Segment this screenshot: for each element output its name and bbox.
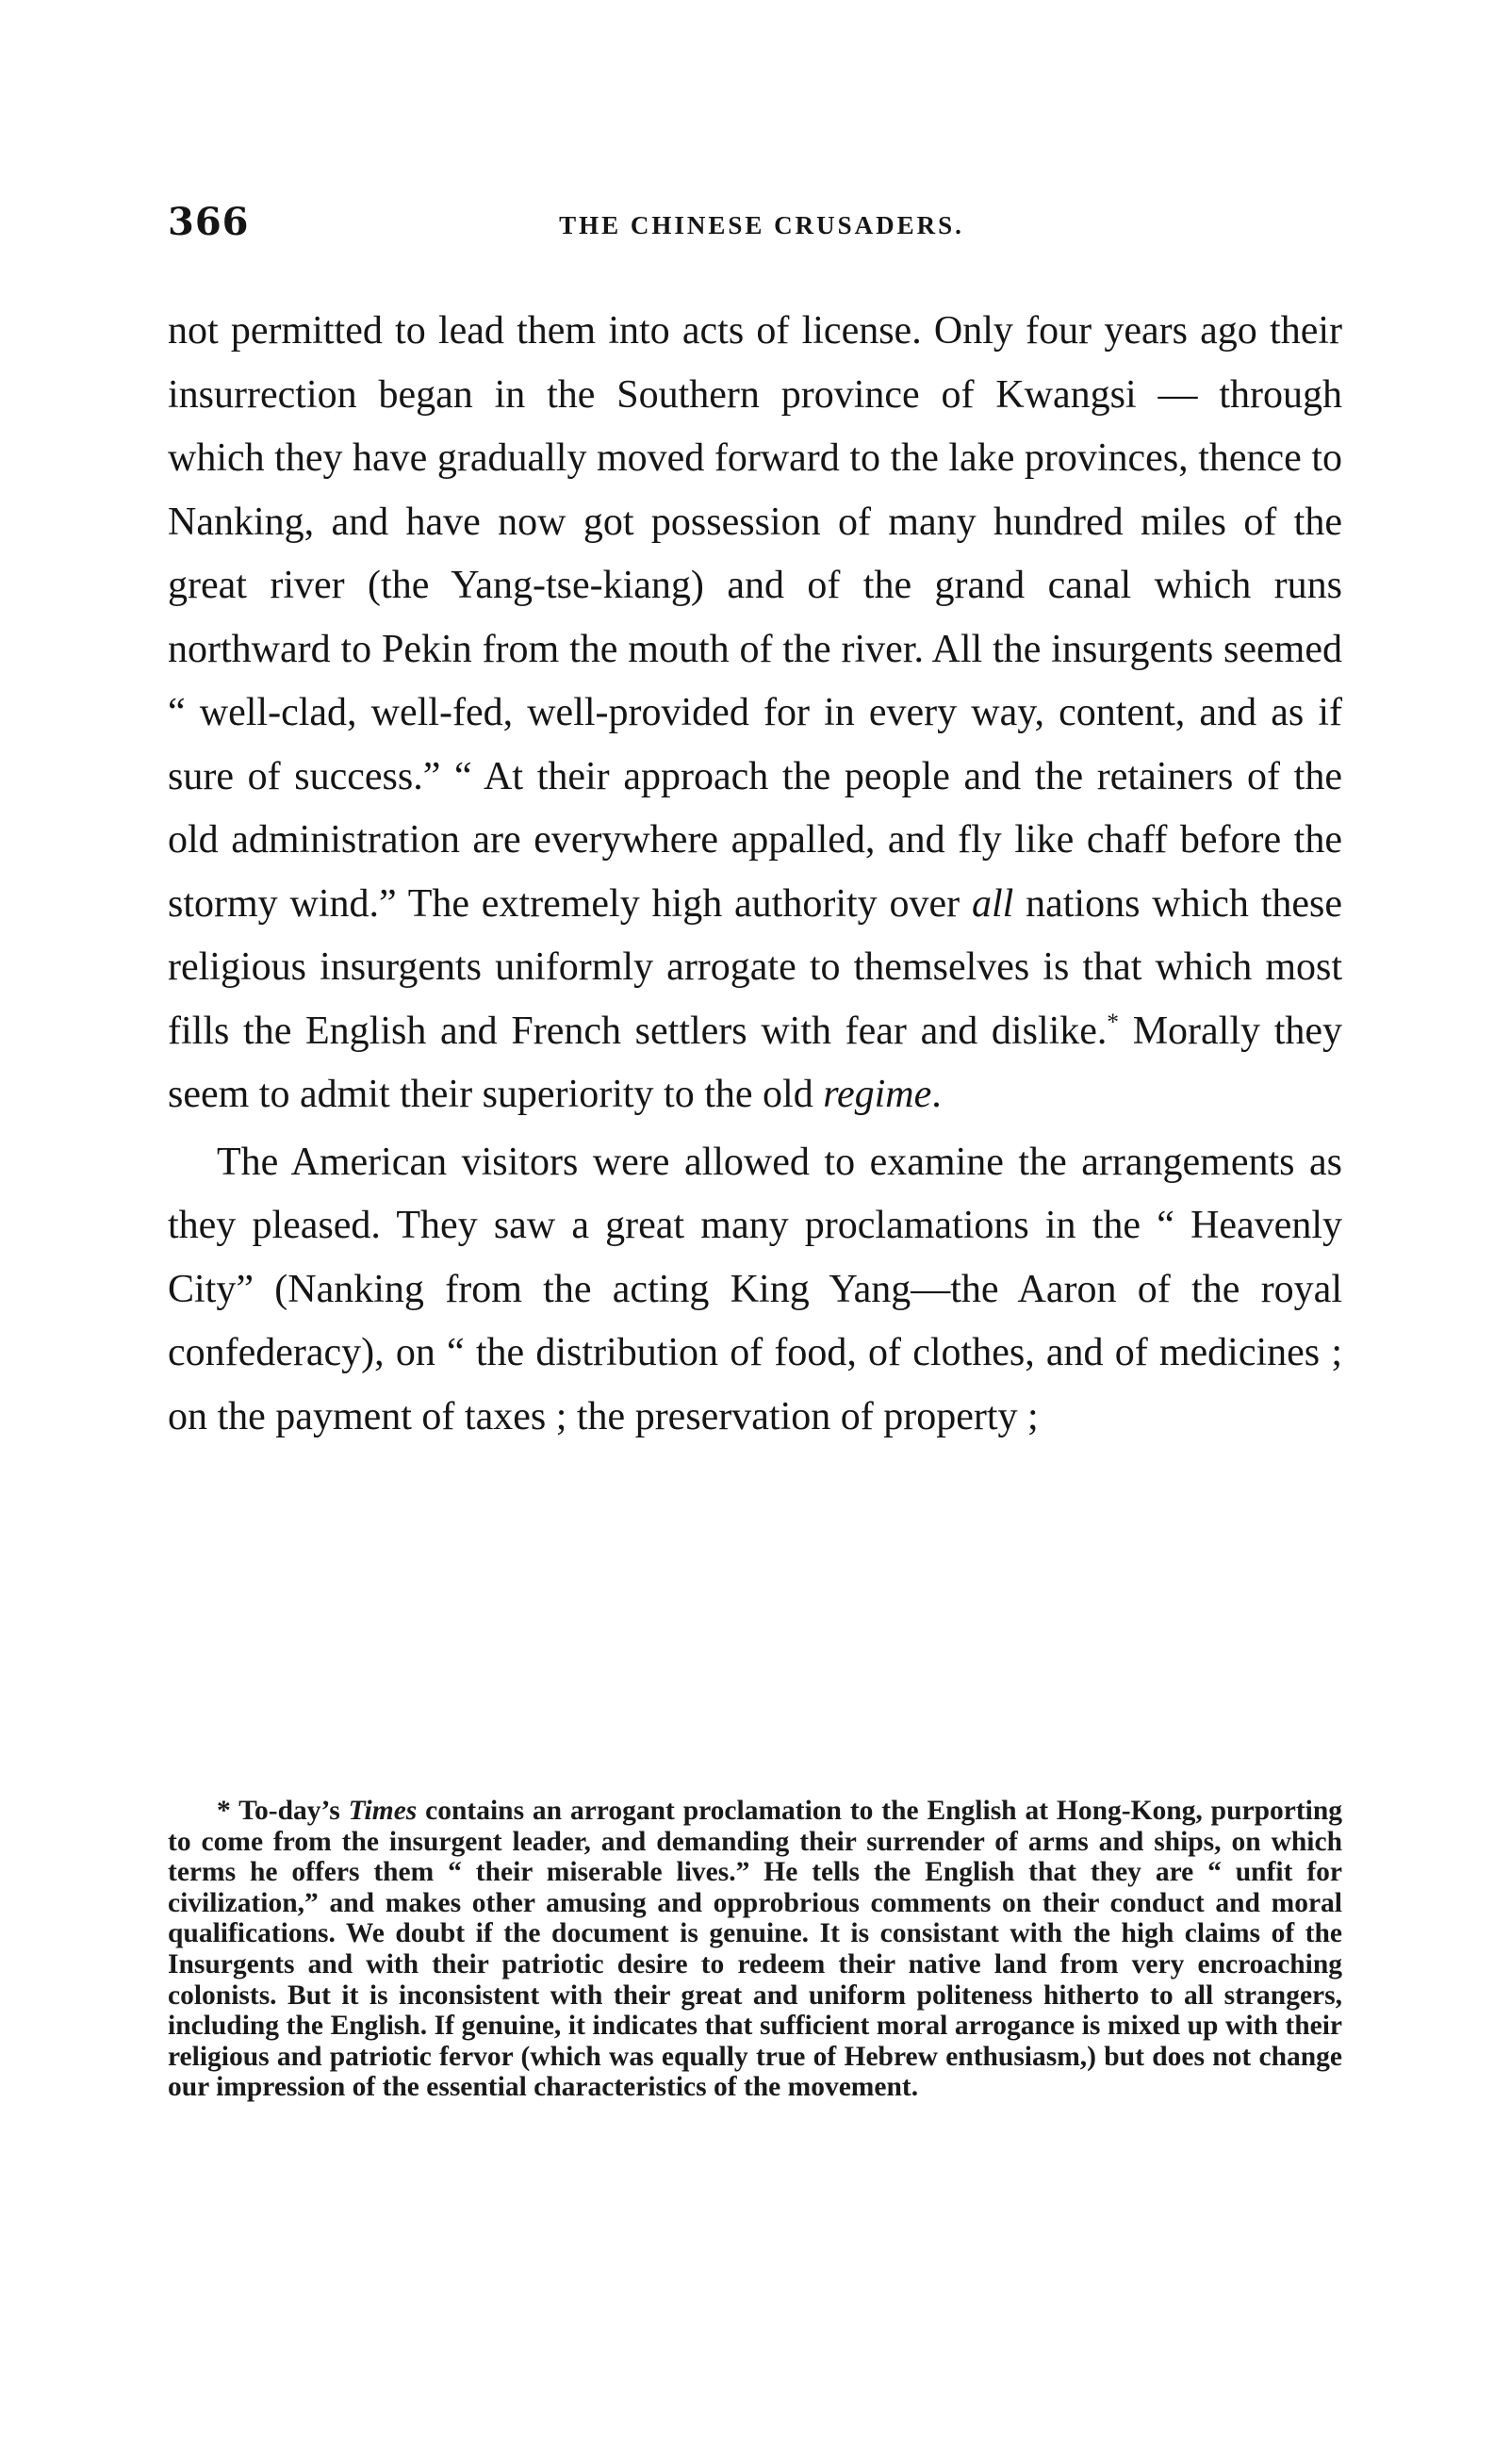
footnote-marker: * <box>217 1796 231 1826</box>
footnote-part-1: To-day’s <box>230 1796 349 1826</box>
italic-regime: regime <box>823 1073 932 1116</box>
footnote <box>168 1796 1342 2103</box>
running-title: THE CHINESE CRUSADERS. <box>559 211 964 239</box>
paragraph-1 <box>168 300 1342 1127</box>
page-header <box>168 200 1346 256</box>
footnote-reference: * <box>1107 1009 1120 1035</box>
main-text <box>168 300 1342 1449</box>
italic-all: all <box>971 881 1014 926</box>
paragraph-2: The American visitors were allowed to examine the arrangements as they pleased. They saw a great many proclamations in the “ Heavenly City” (Nanking from the acting King Yang—the Aaron of the royal confederacy), on “ the distribution of food, of clothes, and of medicines ; on the payment of taxes ; the preservation of property ; <box>168 1140 1342 1438</box>
footnote-text <box>168 1796 1342 2103</box>
paragraph-1-part-2: nations which these religious insurgents uniformly arrogate to themselves is that which most fills the English and French settlers with fear and dislike. <box>168 881 1343 1053</box>
footnote-part-2: contains an arrogant proclamation to the English at Hong-Kong, purporting to come from the insurgent leader, and demanding their surrender of arms and ships, on which terms he offers them “ their miserable lives.” He tells the English that they are “ unfit for civilization,” and makes other amusing and opprobrious comments on their conduct and moral qualifications. We doubt if the document is genuine. It is consistant with the high claims of the Insurgents and with their patriotic desire to redeem their native land from very encroaching colonists. But it is inconsistent with their great and uniform politeness hitherto to all strangers, including the English. If genuine, it indicates that sufficient moral arrogance is mixed up with their religious and patriotic fervor (which was equally true of Hebrew enthusiasm,) but does not change our impression of the essential characteristics of the movement. <box>168 1796 1343 2103</box>
page-number: 366 <box>168 200 250 244</box>
paragraph-1-part-1: not permitted to lead them into acts of license. Only four years ago their insurrection began in the Southern province of Kwangsi — through which they have gradually moved forward to the lake provinces, thence to Nanking, and have now got possession of many hundred miles of the great river (the Yang-tse-kiang) and of the grand canal which runs northward to Pekin from the mouth of the river. All the insurgents seemed “ well-clad, well-fed, well-provided for in every way, content, and as if sure of success.” “ At their approach the people and the retainers of the old administration are everywhere appalled, and fly like chaff before the stormy wind.” The extremely high authority over <box>168 309 1342 926</box>
paragraph-1-part-3: Morally they seem to admit their superiority to the old <box>168 1009 1343 1116</box>
italic-times: Times <box>348 1796 418 1826</box>
paragraph-1-part-4: . <box>931 1073 942 1116</box>
